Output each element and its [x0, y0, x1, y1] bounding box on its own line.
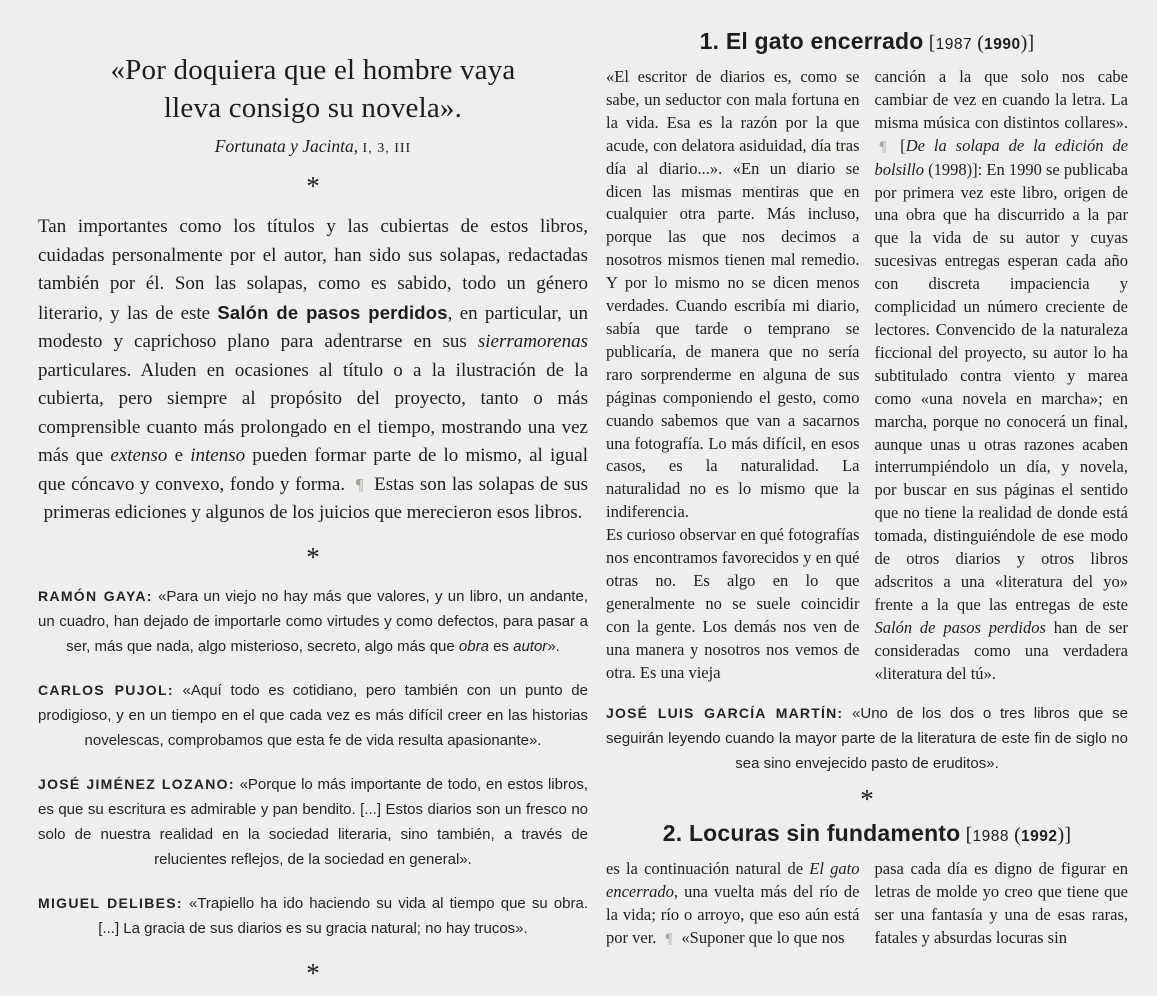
section-year-label: [1988 (1992)] — [960, 824, 1072, 847]
asterisk-separator: * — [306, 171, 320, 202]
section-locuras-sin-fundamento — [606, 818, 1128, 951]
asterisk-separator: * — [306, 541, 320, 572]
intro-paragraph: Tan importantes como los títulos y las cubiertas de estos libros, cuidadas personalmente por el autor, han sido sus solapas, redactadas también por él. Son las solapas, como es sabido, todo un género literario, y las de este Salón de pasos perdidos, en particular, un modesto y caprichoso plano para adentrarse en sus sierramorenas particulares. Aluden en ocasiones al título o a la ilustración de la cubierta, pero siempre al propósito del proyecto, tanto o más comprensible cuanto más prolongado en el tiempo, mostrando una vez más que extenso e intenso pueden formar parte de lo mismo, al igual que cóncavo y convexo, fondo y forma. ¶ Estas son las solapas de sus primeras ediciones y algunos de los juicios que merecieron esos libros. — [38, 216, 588, 524]
blurb-text: «Para un viejo no hay más que valores, y un libro, un andante, un cuadro, han dejado de importarle como virtudes y como defectos, para pasar a ser, más que nada, algo misterioso, secreto, algo más que obra es autor». — [38, 587, 588, 655]
right-page — [606, 26, 1128, 951]
two-column-text — [606, 858, 1128, 951]
section-number: 1. — [699, 28, 720, 54]
epigraph-line-2: lleva consigo su novela». — [163, 91, 463, 124]
blurb-list — [38, 584, 588, 941]
blurb-author: CARLOS PUJOL: — [38, 681, 174, 698]
blurb-text: «Porque lo más importante de todo, en estos libros, es que su escritura es admirable y pan bendito. [...] Estos diarios son un fresco no solo de nuestra realidad en la sociedad literaria, sino también, a través de relucientes reflejos, de la sociedad en general». — [38, 775, 588, 868]
two-column-text — [606, 66, 1128, 685]
blurb-author: JOSÉ JIMÉNEZ LOZANO: — [38, 775, 235, 792]
section-title: El gato encerrado — [725, 28, 924, 54]
blurb-miguel-delibes — [38, 891, 588, 941]
left-page — [38, 52, 588, 996]
blurb-text: «Aquí todo es cotidiano, pero también con un punto de prodigioso, y en un tiempo en el que cada vez es más difícil creer en las historias novelescas, comprobamos que esta fe de vida resulta apasionante». — [38, 681, 588, 749]
blurb-author: MIGUEL DELIBES: — [38, 894, 183, 911]
section-heading — [606, 818, 1128, 848]
section-number: 2. — [662, 820, 683, 847]
section-title: Locuras sin fundamento — [688, 820, 961, 847]
asterisk-separator: * — [860, 784, 874, 815]
asterisk-separator: * — [306, 957, 320, 988]
review-jose-luis-garcia-martin — [606, 701, 1128, 776]
epigraph-attribution: Fortunata y Jacinta, I, 3, III — [214, 136, 412, 157]
section-el-gato-encerrado — [606, 26, 1128, 776]
blurb-text: «Trapiello ha ido haciendo su vida al tiempo que su obra. [...] La gracia de sus diarios es su gracia natural; no hay trucos». — [98, 894, 588, 937]
blurb-carlos-pujol — [38, 678, 588, 753]
text-column-right: pasa cada día es digno de figurar en letras de molde yo creo que tiene que ser una fantasía y una de esas raras, fatales y absurdas locuras sin — [874, 859, 1128, 948]
text-column-left: es la continuación natural de El gato encerrado, una vuelta más del río de la vida; río o arroyo, que eso aún está por ver. ¶ «Suponer que lo que nos — [606, 859, 860, 948]
text-column-left: «El escritor de diarios es, como se sabe, un seductor con mala fortuna en la vida. Esa es la razón por la que acude, con delatora asiduidad, día tras día al diario...». «En un diario se dicen las mismas mentiras que en cualquier otra parte. Más incluso, porque las que nos decimos a nosotros mismos tienen mal remedio. Y por lo mismo no se dicen menos verdades. Cuando escribía mi diario, sabía que tarde o temprano se publicaría, de manera que no sería raro sorprenderme en alguna de sus páginas componiendo el gesto, como cuando sabemos que van a sacarnos una fotografía. Lo más difícil, en esos casos, es la naturalidad. La naturalidad no es lo mismo que la indiferencia. Es curioso observar en qué fotografías nos encontramos favorecidos y en qué otras no. Es algo en lo que generalmente no se suele coincidir con la gente. Los demás nos ven de una manera y nosotros nos vemos de otra. Es una vieja — [606, 67, 860, 682]
section-heading — [606, 26, 1128, 56]
blurb-text: «Uno de los dos o tres libros que se seguirán leyendo cuando la mayor parte de la literatura de este fin de siglo no sea sino envejecido pasto de eruditos». — [606, 705, 1128, 773]
blurb-author: RAMÓN GAYA: — [38, 587, 153, 604]
blurb-author: JOSÉ LUIS GARCÍA MARTÍN: — [606, 705, 844, 722]
text-column-right: canción a la que solo nos cabe cambiar de vez en cuando la letra. La misma música con distintos collares». ¶ [De la solapa de la edición de bolsillo (1998)]: En 1990 se publicaba por primera vez este libro, origen de una obra que ha discurrido a la par que la vida de su autor y cuyas sucesivas entregas esperan cada año con discreta impaciencia y complicidad un número creciente de lectores. Convencido de la naturaleza ficcional del proyecto, su autor lo ha subtitulado contra viento y marea como «una novela en marcha»; en marcha, porque no conocerá un final, aunque unas u otras razones acaben interrumpiéndolo un día, y novela, por buscar en sus páginas el sentido que no tiene la realidad de donde está tomada, distinguiéndole de ese modo de otros diarios y otros libros adscritos a una «literatura del yo» frente a la que las entregas de este Salón de pasos perdidos han de ser consideradas como una verdadera «literatura del tú». — [874, 67, 1128, 683]
section-year-label: [1987 (1990)] — [923, 32, 1035, 54]
blurb-ramon-gaya — [38, 584, 588, 659]
epigraph — [38, 52, 588, 127]
blurb-jose-jimenez-lozano — [38, 772, 588, 872]
epigraph-line-1: «Por doquiera que el hombre vaya — [110, 54, 516, 86]
